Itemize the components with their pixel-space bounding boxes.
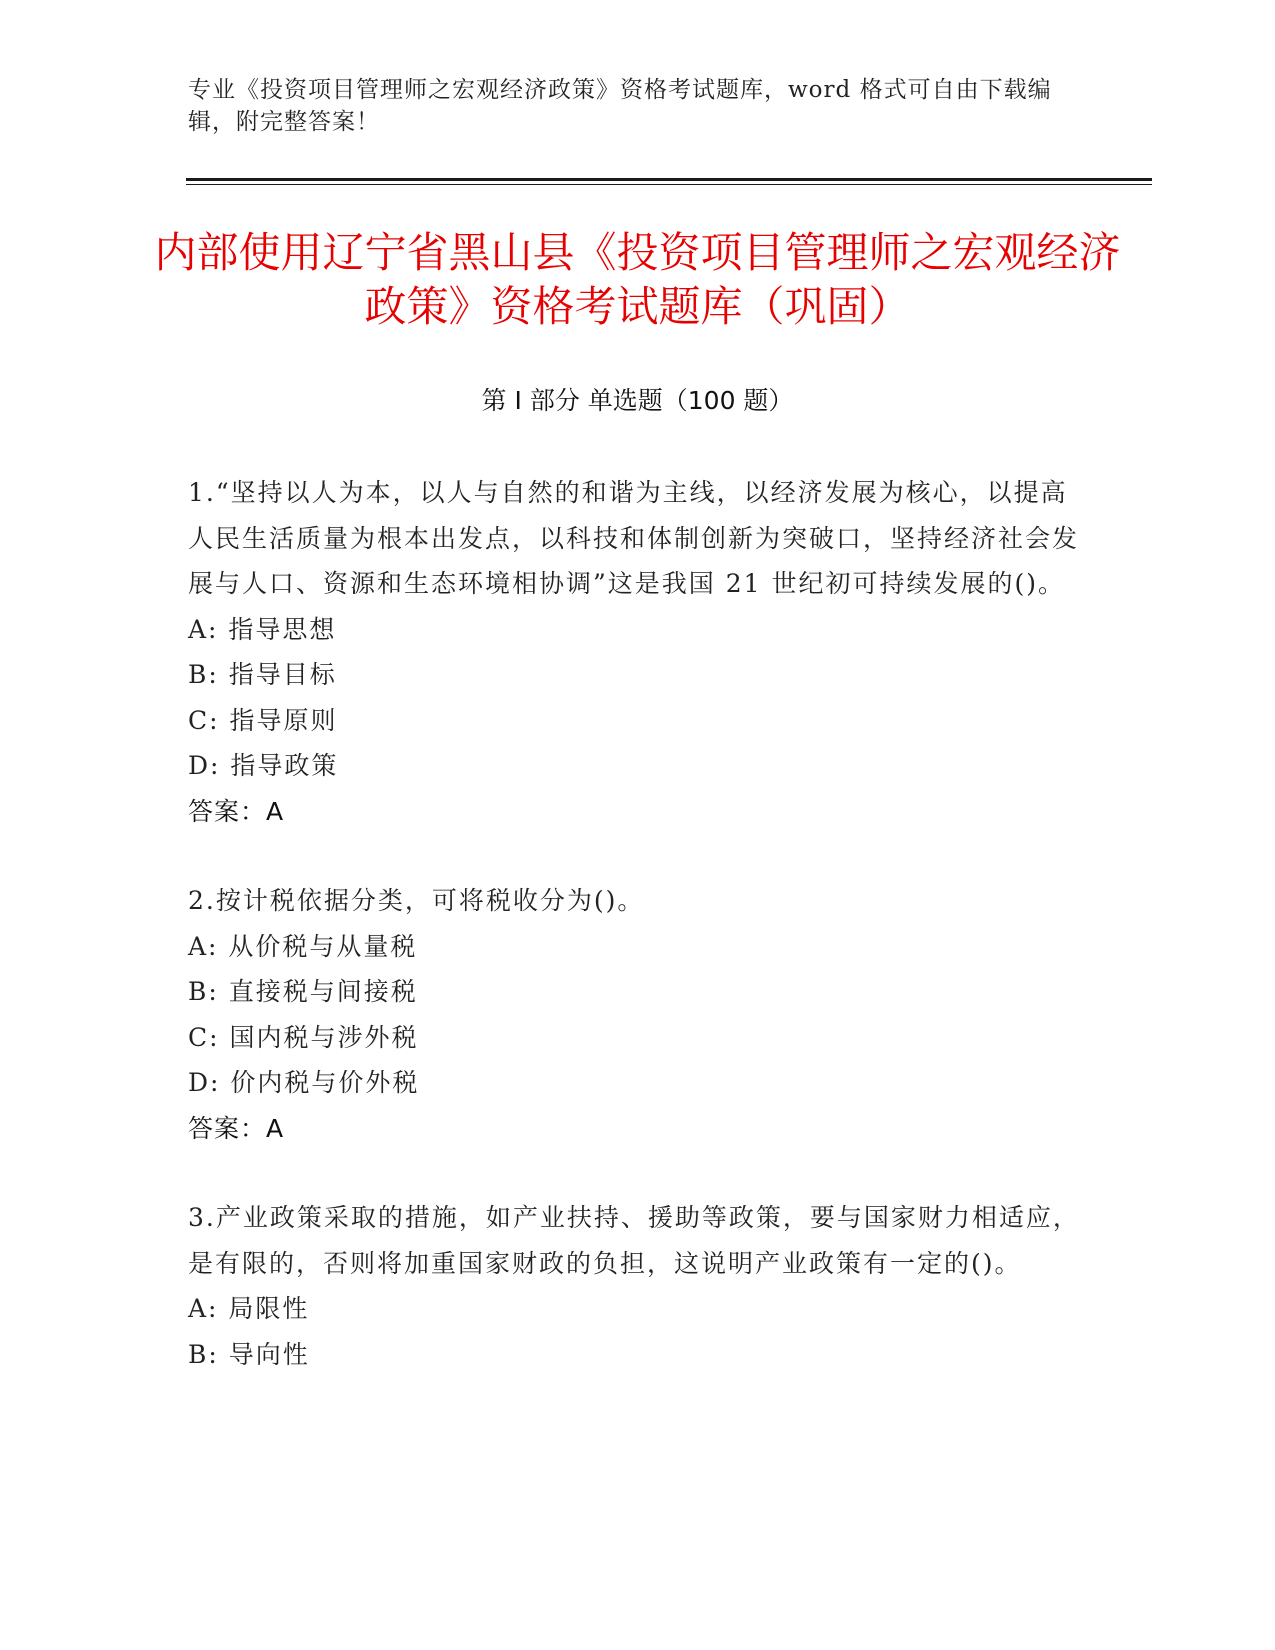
question-text: 2.按计税依据分类，可将税收分为()。 [188,886,645,915]
option-a: A: 局限性 [188,1294,310,1323]
option-b: B: 指导目标 [188,660,337,689]
option-d: D: 指导政策 [188,751,339,780]
answer: 答案：A [188,1113,285,1143]
document-title: 内部使用辽宁省黑山县《投资项目管理师之宏观经济政策》资格考试题库（巩固） [154,228,1121,331]
option-b: B: 导向性 [188,1339,310,1369]
question-3 [188,1195,1088,1377]
option-c: C: 国内税与涉外税 [188,1022,419,1052]
question-list [188,470,1088,1421]
question-1 [188,470,1088,834]
option-c: C: 指导原则 [188,705,338,735]
question-text: 3.产业政策采取的措施，如产业扶持、援助等政策，要与国家财力相适应，是有限的，否则将加重国家财政的负担，这说明产业政策有一定的()。 [188,1203,1080,1278]
header-divider-thin [186,184,1152,185]
answer: 答案：A [188,796,285,826]
header-note: 专业《投资项目管理师之宏观经济政策》资格考试题库，word 格式可自由下载编辑，附完整答案！ [188,77,1052,135]
question-text: 1.“坚持以人为本，以人与自然的和谐为主线，以经济发展为核心，以提高人民生活质量为根本出发点，以科技和体制创新为突破口，坚持经济社会发展与人口、资源和生态环境相协调”这是我国 21 世纪初可持续发展的()。 [188,478,1080,598]
option-a: A: 指导思想 [188,614,337,644]
question-2 [188,878,1088,1151]
header-divider-thick [186,178,1152,181]
option-b: B: 直接税与间接税 [188,977,418,1006]
option-a: A: 从价税与从量税 [188,931,418,961]
option-d: D: 价内税与价外税 [188,1068,420,1097]
section-title: 第 I 部分 单选题（100 题） [481,386,794,415]
